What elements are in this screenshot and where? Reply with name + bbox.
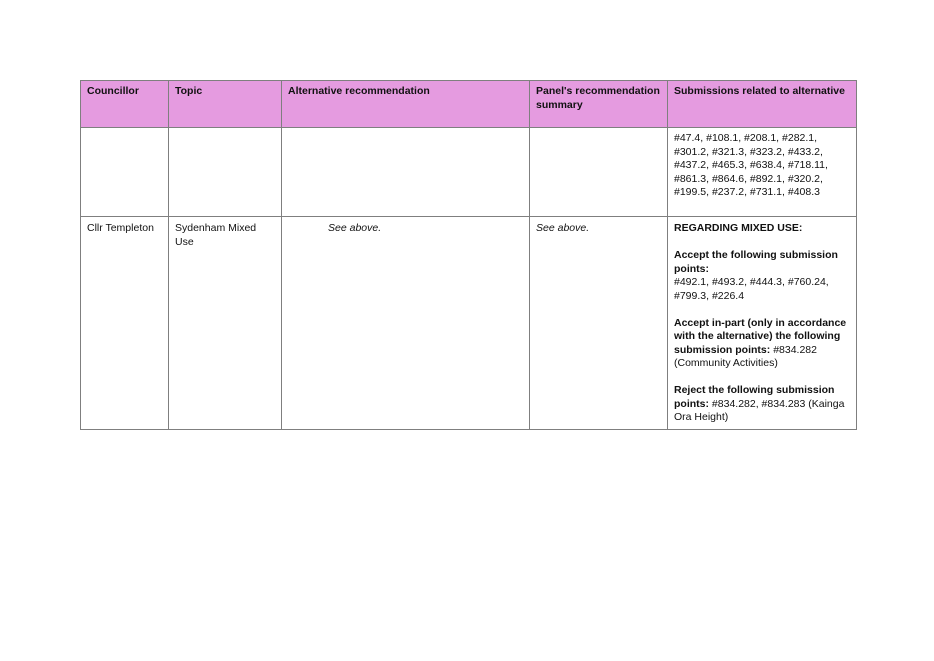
reject-label: Reject the following submission points: xyxy=(674,384,835,410)
cell-topic: Sydenham Mixed Use xyxy=(169,217,282,430)
cell-topic xyxy=(169,128,282,217)
cell-panel xyxy=(530,217,668,430)
recommendations-table xyxy=(80,80,857,430)
accept-part-points: #834.282 (Community Activities) xyxy=(674,343,817,369)
cell-councillor xyxy=(81,128,169,217)
cell-alternative xyxy=(282,217,530,430)
panel-see-above: See above. xyxy=(536,222,590,234)
accept-points: #492.1, #493.2, #444.3, #760.24, #799.3, #226.4 xyxy=(674,276,829,302)
cell-submissions: #47.4, #108.1, #208.1, #282.1, #301.2, #321.3, #323.2, #433.2, #437.2, #465.3, #638.4, #718.11, #861.3, #864.6, #892.1, #320.2, #199.5, #237.2, #731.1, #408.3 xyxy=(668,128,857,217)
header-topic: Topic xyxy=(169,81,282,128)
header-councillor: Councillor xyxy=(81,81,169,128)
cell-councillor: Cllr Templeton xyxy=(81,217,169,430)
header-alternative-recommendation: Alternative recommendation xyxy=(282,81,530,128)
table-row xyxy=(81,128,857,217)
table-header-row xyxy=(81,81,857,128)
accept-part-label: Accept in-part (only in accordance with the alternative) the following submission points: xyxy=(674,316,847,356)
header-submissions-related: Submissions related to alternative xyxy=(668,81,857,128)
cell-panel xyxy=(530,128,668,217)
table-row xyxy=(81,217,857,430)
header-panel-recommendation-summary: Panel's recommendation summary xyxy=(530,81,668,128)
submissions-heading: REGARDING MIXED USE: xyxy=(674,222,803,234)
cell-alternative xyxy=(282,128,530,217)
cell-submissions xyxy=(668,217,857,430)
reject-points: #834.282, #834.283 (Kainga Ora Height) xyxy=(674,397,845,423)
alternative-see-above: See above. xyxy=(328,222,382,234)
accept-label: Accept the following submission points: xyxy=(674,249,838,275)
